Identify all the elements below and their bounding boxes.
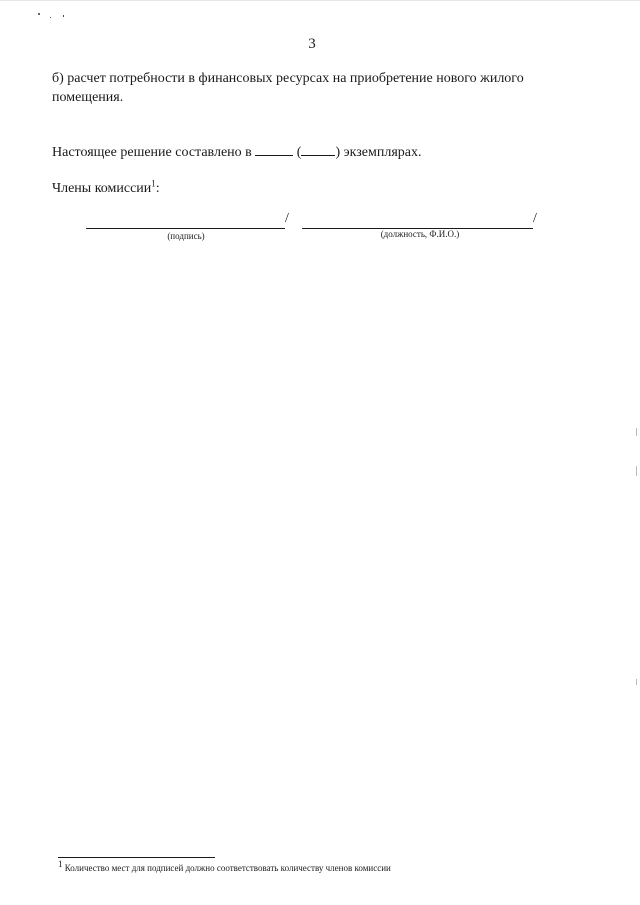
footnote-text: Количество мест для подписей должно соответствовать количеству членов комиссии	[64, 863, 391, 873]
footnote-marker: 1	[58, 859, 63, 869]
copies-close-paren: )	[335, 145, 341, 160]
signature-slash: /	[285, 211, 289, 226]
copies-suffix: экземплярах.	[343, 145, 422, 160]
copies-words-blank[interactable]	[301, 143, 335, 156]
scan-edge-mark	[636, 679, 637, 685]
members-label: Члены комиссии	[52, 181, 152, 196]
paragraph-b: б) расчет потребности в финансовых ресурсах на приобретение нового жилого помещения.	[52, 71, 524, 105]
copies-prefix: Настоящее решение составлено в	[52, 145, 252, 160]
copies-count-blank[interactable]	[255, 143, 293, 156]
position-slash: /	[533, 211, 537, 226]
page-number: 3	[308, 36, 316, 52]
footnote	[58, 859, 618, 873]
copies-sentence	[52, 143, 592, 162]
scan-speck	[63, 15, 64, 17]
position-caption: (должность, Ф.И.О.)	[380, 229, 460, 239]
scan-edge-mark	[636, 466, 637, 476]
members-colon: :	[155, 181, 160, 196]
scan-border-top	[0, 0, 640, 1]
scan-speck	[50, 17, 51, 18]
signature-line[interactable]	[86, 228, 285, 229]
footnote-separator	[58, 857, 215, 858]
members-heading	[52, 179, 592, 198]
copies-open-paren: (	[296, 145, 302, 160]
footnote-ref: 1	[151, 178, 156, 189]
scan-edge-mark	[636, 428, 637, 436]
signature-caption: (подпись)	[167, 231, 205, 241]
scan-speck	[38, 13, 40, 15]
